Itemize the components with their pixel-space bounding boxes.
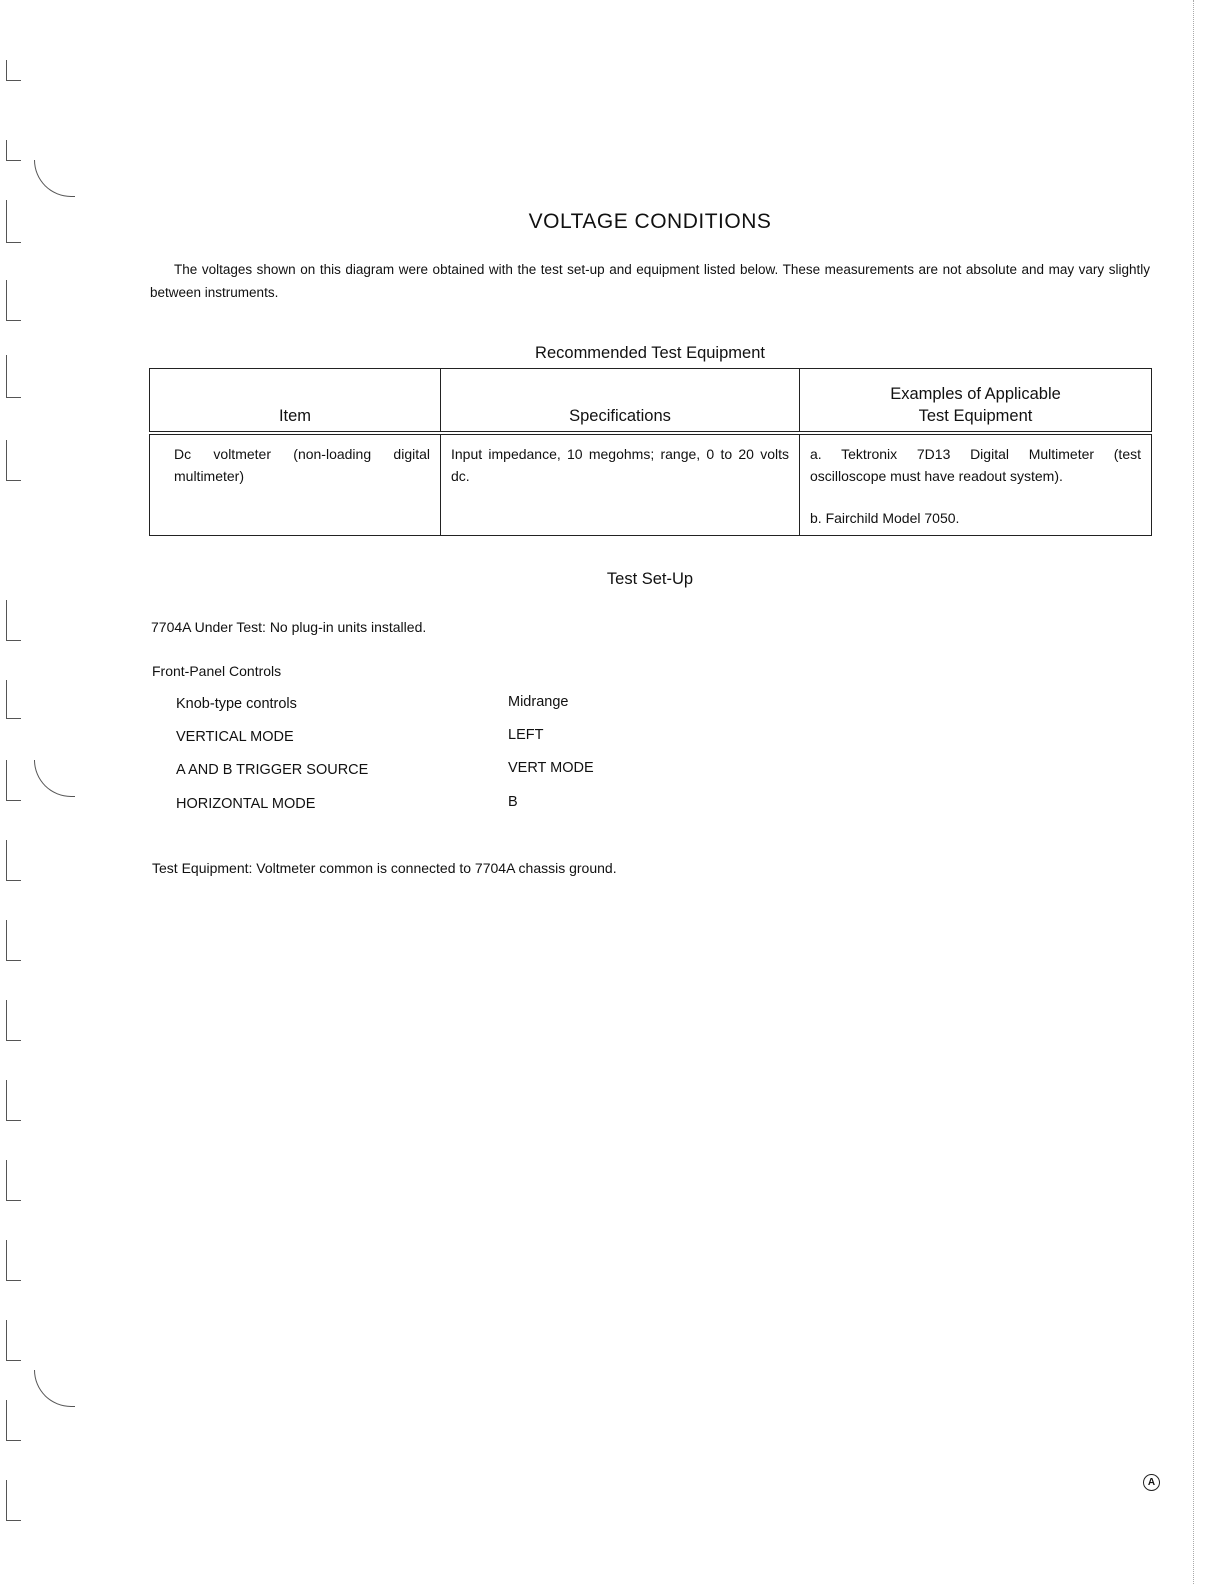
binding-mark bbox=[6, 680, 21, 719]
control-label: Knob-type controls bbox=[176, 696, 297, 712]
binding-mark bbox=[6, 355, 21, 398]
binding-hole-mark bbox=[34, 760, 75, 797]
under-test-line: 7704A Under Test: No plug-in units installed. bbox=[151, 619, 427, 635]
binding-mark bbox=[6, 1400, 21, 1441]
page-title: VOLTAGE CONDITIONS bbox=[528, 210, 772, 233]
test-equipment-table bbox=[149, 368, 1152, 536]
test-equipment-note: Test Equipment: Voltmeter common is connected to 7704A chassis ground. bbox=[152, 860, 617, 876]
test-setup-title: Test Set-Up bbox=[606, 570, 694, 588]
control-label: A AND B TRIGGER SOURCE bbox=[176, 762, 369, 778]
example-a: a. Tektronix 7D13 Digital Multimeter (test oscilloscope must have readout system). bbox=[810, 446, 1141, 484]
page-edge-rule bbox=[1193, 0, 1194, 1584]
cell-examples bbox=[800, 433, 1152, 536]
cell-specifications: Input impedance, 10 megohms; range, 0 to 20 volts dc. bbox=[441, 433, 800, 536]
revision-badge: A bbox=[1143, 1474, 1160, 1491]
binding-mark bbox=[6, 440, 21, 481]
header-item: Item bbox=[150, 369, 441, 434]
binding-mark bbox=[6, 760, 21, 801]
recommended-equipment-title: Recommended Test Equipment bbox=[535, 344, 765, 362]
binding-mark bbox=[6, 920, 21, 961]
binding-mark bbox=[6, 1000, 21, 1041]
example-b: b. Fairchild Model 7050. bbox=[810, 510, 960, 526]
control-value: Midrange bbox=[508, 694, 569, 710]
header-examples-line1: Examples of Applicable bbox=[890, 385, 1061, 403]
binding-mark bbox=[6, 1160, 21, 1201]
table-header-row bbox=[150, 369, 1152, 434]
control-value: LEFT bbox=[508, 727, 544, 743]
control-value: VERT MODE bbox=[508, 760, 594, 776]
header-examples-line2: Test Equipment bbox=[918, 407, 1033, 425]
binding-mark bbox=[6, 1320, 21, 1361]
table-row bbox=[150, 433, 1152, 536]
intro-paragraph bbox=[150, 258, 1150, 304]
binding-mark bbox=[6, 840, 21, 881]
cell-item: Dc voltmeter (non-loading digital multimeter) bbox=[150, 433, 441, 536]
control-value: B bbox=[508, 794, 518, 810]
binding-mark bbox=[6, 140, 21, 161]
binding-mark bbox=[6, 1240, 21, 1281]
header-specifications: Specifications bbox=[441, 369, 800, 434]
binding-mark bbox=[6, 600, 21, 641]
binding-mark bbox=[6, 60, 21, 81]
binding-hole-mark bbox=[34, 160, 75, 197]
front-panel-heading: Front-Panel Controls bbox=[152, 663, 282, 679]
intro-text: The voltages shown on this diagram were obtained with the test set-up and equipment listed below. These measurements are not absolute and may vary slightly between instruments. bbox=[150, 262, 1150, 300]
binding-mark bbox=[6, 1480, 21, 1521]
binding-mark bbox=[6, 1080, 21, 1121]
binding-mark bbox=[6, 280, 21, 321]
control-label: VERTICAL MODE bbox=[176, 729, 294, 745]
binding-hole-mark bbox=[34, 1370, 75, 1407]
control-label: HORIZONTAL MODE bbox=[176, 796, 316, 812]
header-examples bbox=[800, 369, 1152, 434]
